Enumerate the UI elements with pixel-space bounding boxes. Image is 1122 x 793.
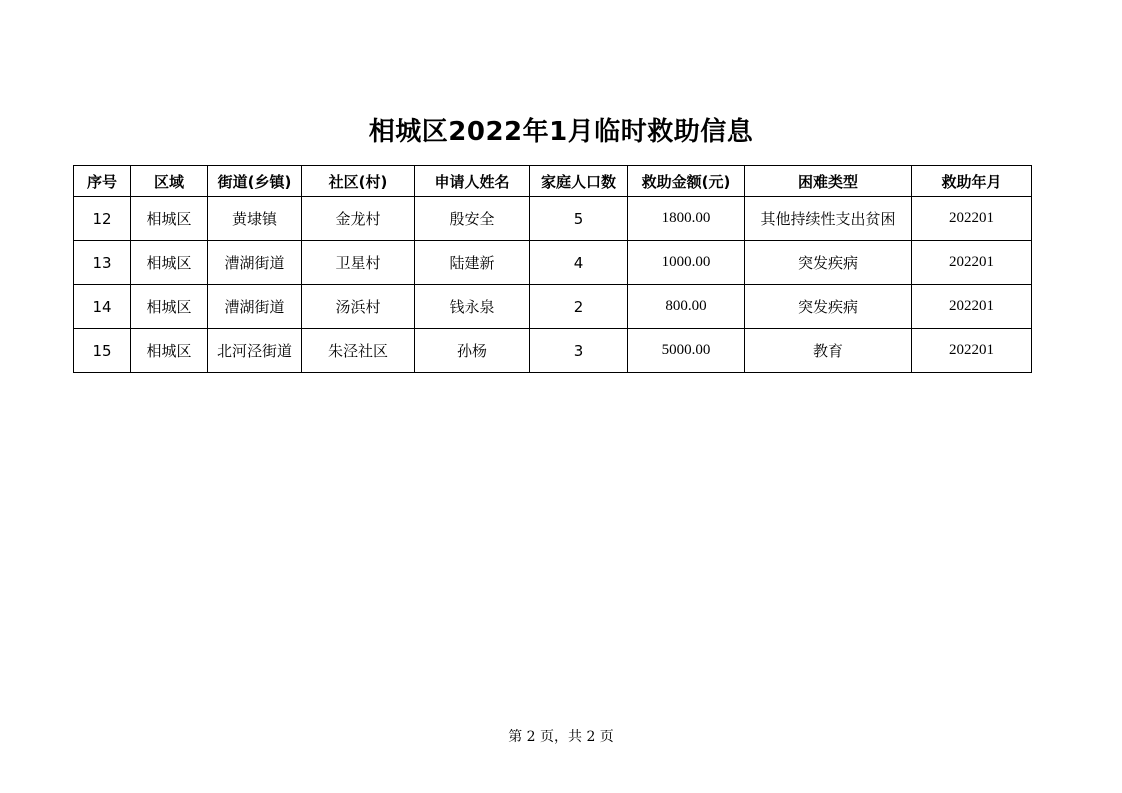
cell-hardship-type: 教育 — [745, 329, 912, 373]
cell-index: 14 — [74, 285, 131, 329]
cell-relief-month: 202201 — [912, 241, 1032, 285]
header-community: 社区(村) — [302, 166, 415, 197]
header-amount: 救助金额(元) — [628, 166, 745, 197]
page-title: 相城区2022年1月临时救助信息 — [368, 117, 754, 147]
cell-index: 15 — [74, 329, 131, 373]
cell-amount: 1800.00 — [628, 197, 745, 241]
cell-hardship-type: 突发疾病 — [745, 285, 912, 329]
header-household-size: 家庭人口数 — [530, 166, 628, 197]
header-relief-month: 救助年月 — [912, 166, 1032, 197]
table-row — [74, 197, 1032, 241]
cell-household-size: 3 — [530, 329, 628, 373]
header-hardship-type: 困难类型 — [745, 166, 912, 197]
cell-street: 北河泾街道 — [208, 329, 302, 373]
page-footer: 第 2 页，共 2 页 — [508, 729, 614, 745]
cell-household-size: 4 — [530, 241, 628, 285]
cell-applicant: 殷安全 — [415, 197, 530, 241]
cell-district: 相城区 — [131, 197, 208, 241]
cell-amount: 5000.00 — [628, 329, 745, 373]
table-row — [74, 285, 1032, 329]
relief-table — [73, 165, 1032, 373]
cell-relief-month: 202201 — [912, 197, 1032, 241]
cell-hardship-type: 突发疾病 — [745, 241, 912, 285]
table-row — [74, 241, 1032, 285]
cell-index: 13 — [74, 241, 131, 285]
cell-district: 相城区 — [131, 241, 208, 285]
cell-hardship-type: 其他持续性支出贫困 — [745, 197, 912, 241]
cell-applicant: 陆建新 — [415, 241, 530, 285]
cell-community: 金龙村 — [302, 197, 415, 241]
cell-household-size: 5 — [530, 197, 628, 241]
cell-applicant: 钱永泉 — [415, 285, 530, 329]
cell-amount: 800.00 — [628, 285, 745, 329]
header-district: 区域 — [131, 166, 208, 197]
cell-district: 相城区 — [131, 285, 208, 329]
cell-relief-month: 202201 — [912, 285, 1032, 329]
cell-street: 漕湖街道 — [208, 241, 302, 285]
cell-street: 黄埭镇 — [208, 197, 302, 241]
cell-relief-month: 202201 — [912, 329, 1032, 373]
header-applicant: 申请人姓名 — [415, 166, 530, 197]
cell-street: 漕湖街道 — [208, 285, 302, 329]
cell-index: 12 — [74, 197, 131, 241]
table-row — [74, 329, 1032, 373]
cell-community: 汤浜村 — [302, 285, 415, 329]
table-header-row — [74, 166, 1032, 197]
header-index: 序号 — [74, 166, 131, 197]
cell-amount: 1000.00 — [628, 241, 745, 285]
cell-household-size: 2 — [530, 285, 628, 329]
cell-community: 朱泾社区 — [302, 329, 415, 373]
cell-district: 相城区 — [131, 329, 208, 373]
header-street: 街道(乡镇) — [208, 166, 302, 197]
cell-community: 卫星村 — [302, 241, 415, 285]
cell-applicant: 孙杨 — [415, 329, 530, 373]
